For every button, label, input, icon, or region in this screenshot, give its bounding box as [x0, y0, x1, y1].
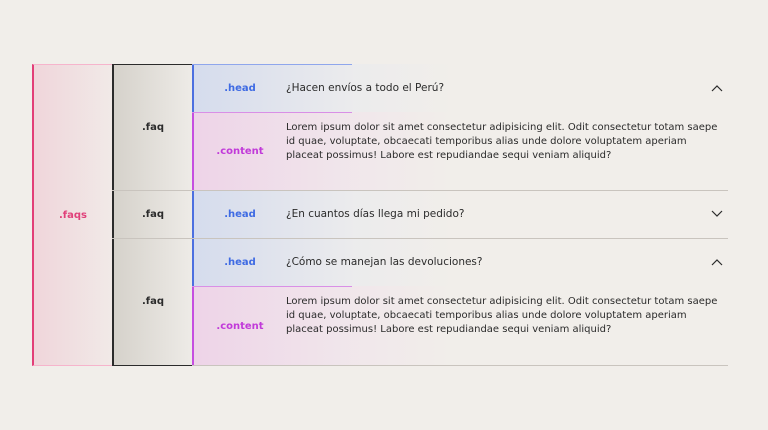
- content-label: .content: [216, 145, 264, 157]
- head-label: .head: [224, 256, 256, 268]
- faq-1-content: [192, 112, 728, 190]
- faq-label: .faq: [141, 122, 165, 133]
- faq-label: .faq: [141, 296, 165, 307]
- faq-3-question: ¿Cómo se manejan las devoluciones?: [286, 256, 483, 268]
- faq-1-question: ¿Hacen envíos a todo el Perú?: [286, 82, 445, 94]
- faq-item-2: [112, 190, 192, 238]
- head-label: .head: [224, 208, 256, 220]
- faq-1-head[interactable]: [192, 64, 728, 112]
- head-label: .head: [224, 82, 256, 94]
- chevron-up-icon[interactable]: [706, 238, 728, 286]
- faq-2-question: ¿En cuantos días llega mi pedido?: [286, 208, 465, 220]
- faq-3-head[interactable]: [192, 238, 728, 286]
- chevron-up-icon[interactable]: [706, 64, 728, 112]
- faqs-label: .faqs: [58, 209, 87, 221]
- faq-structure-diagram: [32, 64, 728, 366]
- faqs-container: [32, 64, 112, 366]
- content-label: .content: [216, 320, 264, 332]
- divider: [192, 365, 728, 366]
- faq-3-content: [192, 286, 728, 366]
- divider: [112, 190, 728, 191]
- faq-1-answer: Lorem ipsum dolor sit amet consectetur adipisicing elit. Odit consectetur totam saepe id quae, voluptate, obcaecati temporibus alias unde dolore voluptatem aperiam placeat possimus! Labore est repudiandae sequi veniam aliquid?: [286, 122, 718, 161]
- faq-3-answer: Lorem ipsum dolor sit amet consectetur adipisicing elit. Odit consectetur totam saepe id quae, voluptate, obcaecati temporibus alias unde dolore voluptatem aperiam placeat possimus! Labore est repudiandae sequi veniam aliquid?: [286, 296, 718, 335]
- divider: [192, 112, 352, 113]
- divider: [112, 238, 728, 239]
- faq-2-head[interactable]: [192, 190, 728, 238]
- divider: [192, 64, 352, 65]
- chevron-down-icon[interactable]: [706, 190, 728, 238]
- divider: [192, 286, 352, 287]
- faq-item-3: [112, 238, 192, 366]
- faq-item-1: [112, 64, 192, 190]
- faq-label: .faq: [141, 208, 165, 220]
